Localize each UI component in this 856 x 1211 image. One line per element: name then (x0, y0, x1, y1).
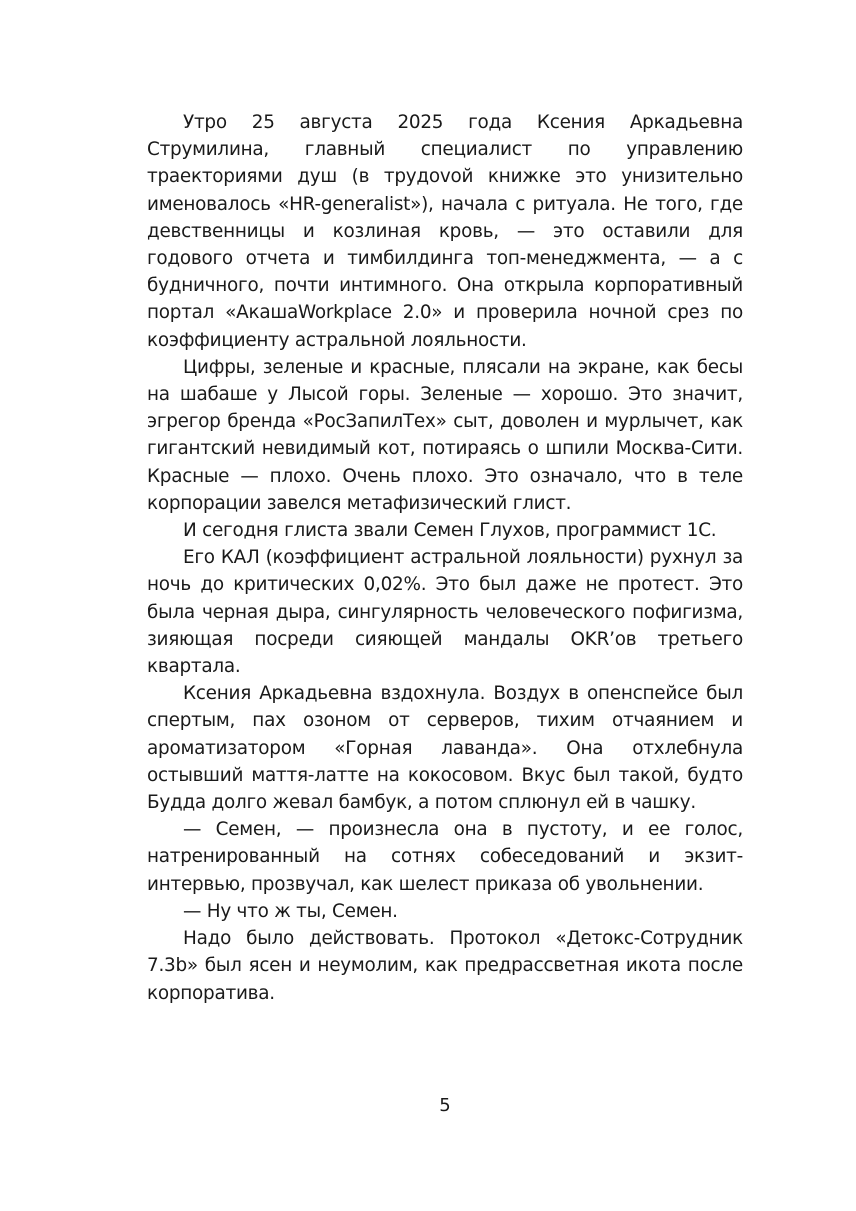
paragraph-3: И сегодня глиста звали Семен Глухов, программист 1С. (183, 520, 717, 542)
paragraph-2: Цифры, зеленые и красные, плясали на экране, как бесы на шабаше у Лысой горы. Зеленые — хорошо. Это значит, эгрегор бренда «РосЗапилТех» сыт, доволен и мурлычет, как гигантский невидимый кот, потираясь о шпили Москва-Сити. Красные — плохо. Очень плохо. Это означало, что в теле корпорации завелся метафизический глист. (147, 356, 743, 514)
paragraph-6-dialogue: — Семен, — произнесла она в пустоту, и ее голос, натренированный на сотнях собеседований и экзит-интервью, прозвучал, как шелест приказа об увольнении. (147, 819, 743, 895)
page-number: 5 (439, 1095, 451, 1116)
paragraph-1: Утро 25 августа 2025 года Ксения Аркадьевна Струмилина, главный специалист по управлению траекториями душ (в трудоvой книжке это унизительно именовалось «HR-generalist»), начала с ритуала. Не того, где девственницы и козлиная кровь, — это оставили для годового отчета и тимбилдинга топ-менеджмента, — а с будничного, почти интимного. Она открыла корпоративный портал «АкашаWorkplace 2.0» и проверила ночной срез по коэффициенту астральной лояльности. (147, 112, 743, 351)
paragraph-8: Надо было действовать. Протокол «Детокс-Сотрудник 7.3b» был ясен и неумолим, как предрассветная икота после корпоратива. (147, 928, 743, 1004)
paragraph-7-dialogue: — Ну что ж ты, Семен. (183, 900, 398, 922)
paragraph-4: Его КАЛ (коэффициент астральной лояльности) рухнул за ночь до критических 0,02%. Это был даже не протест. Это была черная дыра, сингулярность человеческого пофигизма, зияющая посреди сияющей мандалы OKR’ов третьего квартала. (147, 547, 743, 678)
paragraph-5: Ксения Аркадьевна вздохнула. Воздух в опенспейсе был спертым, пах озоном от серверов, тихим отчаянием и ароматизатором «Горная лаванда». Она отхлебнула остывший маття-латте на кокосовом. Вкус был такой, будто Будда долго жевал бамбук, а потом сплюнул ей в чашку. (147, 683, 743, 814)
body-text (147, 109, 743, 1007)
